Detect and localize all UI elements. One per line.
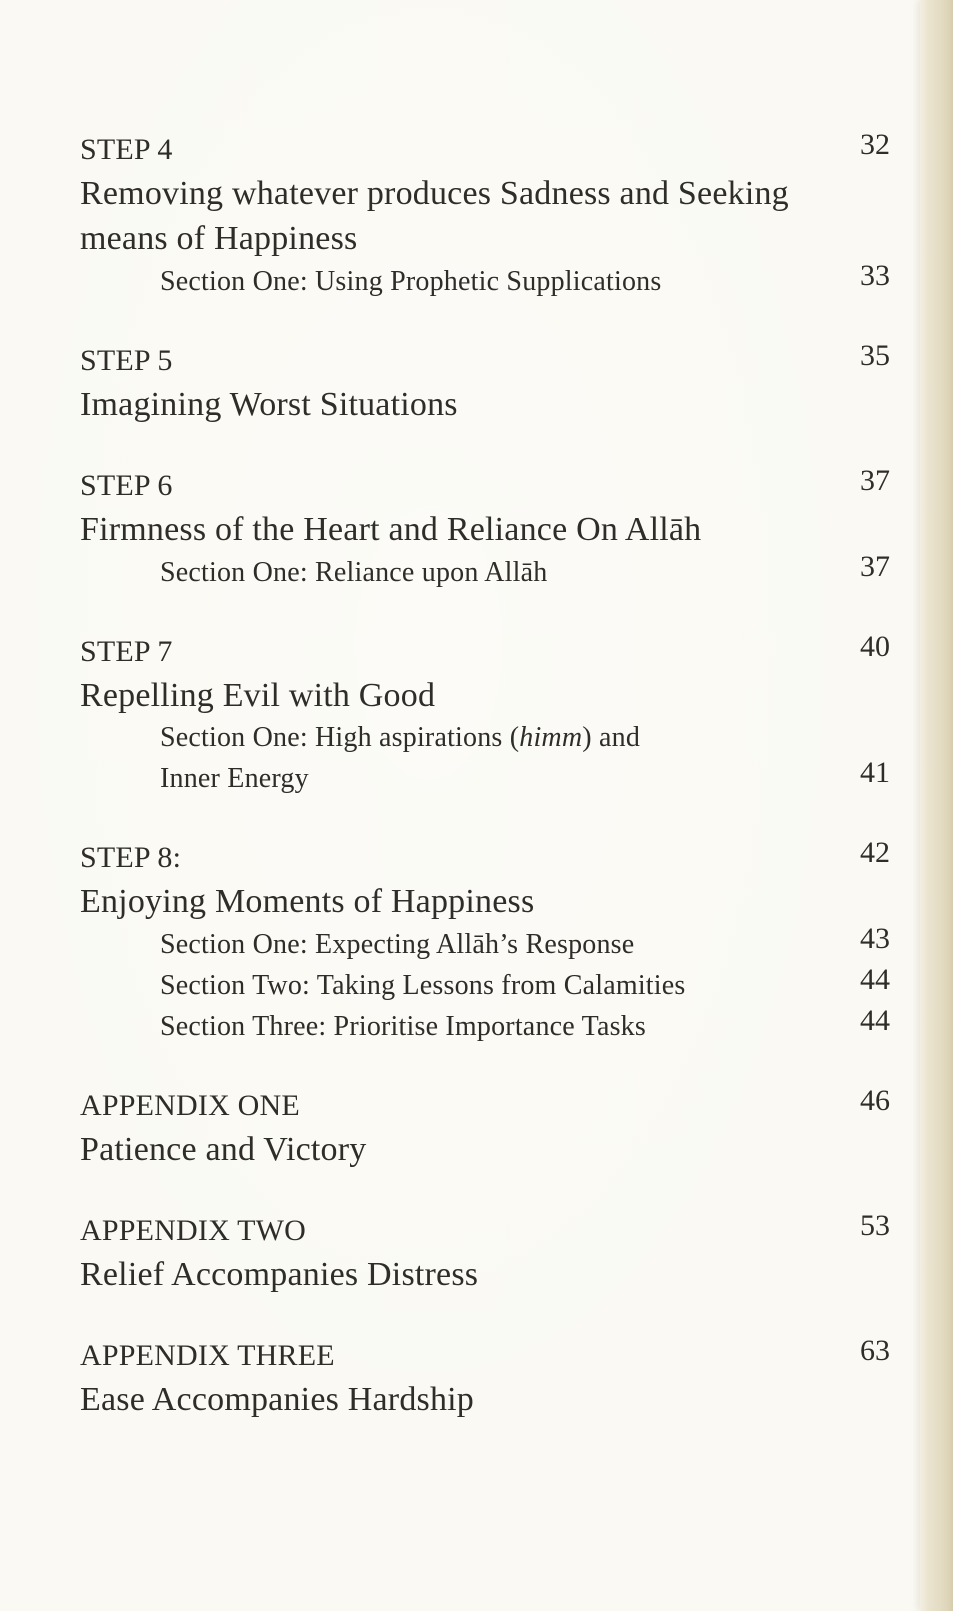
toc-section-text [160, 553, 547, 593]
toc-section-row [80, 718, 890, 758]
toc-heading-text [80, 464, 173, 507]
toc-heading-row [80, 464, 890, 507]
toc-section-text [160, 925, 634, 965]
text-segment: Section Two: Taking Lessons from Calamities [160, 970, 686, 1001]
toc-heading-text [80, 1084, 300, 1127]
toc-title-text [80, 879, 534, 924]
toc-entry [80, 128, 890, 302]
page-number: 44 [860, 963, 890, 996]
toc-section-row [80, 924, 890, 965]
toc-section-text [160, 718, 640, 758]
text-segment: Enjoying Moments of Happiness [80, 883, 535, 920]
italic-term: himm [519, 722, 583, 753]
toc-entry [80, 464, 890, 593]
text-segment: Section One: Reliance upon Allāh [160, 557, 548, 588]
page-number: 42 [860, 836, 890, 869]
page-number: 37 [860, 464, 890, 497]
text-segment: Section One: Expecting Allāh’s Response [160, 929, 635, 960]
toc-section-row [80, 261, 890, 302]
text-segment: Inner Energy [160, 763, 309, 794]
toc-title-row [80, 879, 890, 924]
toc-section-row [80, 965, 890, 1006]
text-segment: Section One: Using Prophetic Supplications [160, 266, 662, 297]
page-number: 44 [860, 1004, 890, 1037]
toc-heading-text [80, 128, 173, 171]
text-segment: STEP 4 [80, 133, 173, 166]
toc-title-text [80, 1377, 474, 1422]
toc-entry [80, 1084, 890, 1172]
text-segment: Imagining Worst Situations [80, 386, 458, 423]
toc-heading-text [80, 836, 181, 879]
page-number: 35 [860, 339, 890, 372]
toc-heading-row [80, 836, 890, 879]
toc-title-text [80, 382, 458, 427]
toc-heading-row [80, 1084, 890, 1127]
toc-entry [80, 1334, 890, 1422]
toc-entry [80, 836, 890, 1047]
toc-title-text [80, 216, 357, 261]
toc-heading-row [80, 128, 890, 171]
text-segment: Repelling Evil with Good [80, 677, 436, 714]
toc-title-text [80, 171, 789, 216]
toc-section-row [80, 758, 890, 799]
toc-title-row [80, 216, 890, 261]
page-number: 43 [860, 922, 890, 955]
toc-title-row [80, 673, 890, 718]
page-number: 41 [860, 756, 890, 789]
text-segment: ) and [582, 722, 641, 753]
book-edge-strip [920, 0, 953, 1611]
toc-heading-row [80, 339, 890, 382]
text-segment: Section Three: Prioritise Importance Tasks [160, 1011, 646, 1042]
toc-heading-row [80, 1334, 890, 1377]
text-segment: Firmness of the Heart and Reliance On Allāh [80, 511, 702, 548]
text-segment: STEP 6 [80, 469, 173, 502]
toc-title-row [80, 382, 890, 427]
toc-entry [80, 339, 890, 427]
toc-heading-text [80, 339, 173, 382]
toc-heading-text [80, 630, 173, 673]
text-segment: APPENDIX ONE [80, 1089, 300, 1122]
text-segment: APPENDIX THREE [80, 1339, 335, 1372]
toc-heading-text [80, 1209, 306, 1252]
page-number: 37 [860, 550, 890, 583]
toc-entry [80, 1209, 890, 1297]
toc-section-row [80, 1006, 890, 1047]
page-number: 32 [860, 128, 890, 161]
toc-section-text [160, 262, 661, 302]
toc-heading-text [80, 1334, 335, 1377]
toc-heading-row [80, 630, 890, 673]
text-segment: STEP 5 [80, 344, 173, 377]
page-number: 46 [860, 1084, 890, 1117]
text-segment: Removing whatever produces Sadness and Seeking [80, 175, 789, 212]
toc-title-row [80, 507, 890, 552]
text-segment: Relief Accompanies Distress [80, 1256, 479, 1293]
toc-section-row [80, 552, 890, 593]
toc-section-text [160, 759, 309, 799]
toc-title-text [80, 1252, 478, 1297]
toc-title-row [80, 1127, 890, 1172]
toc-title-text [80, 507, 701, 552]
text-segment: Ease Accompanies Hardship [80, 1381, 474, 1418]
text-segment: STEP 8: [80, 841, 182, 874]
page-number: 63 [860, 1334, 890, 1367]
toc-title-text [80, 673, 435, 718]
toc-title-text [80, 1127, 366, 1172]
toc-title-row [80, 1377, 890, 1422]
text-segment: means of Happiness [80, 220, 358, 257]
text-segment: STEP 7 [80, 635, 173, 668]
toc-title-row [80, 171, 890, 216]
page-number: 53 [860, 1209, 890, 1242]
text-segment: Section One: High aspirations ( [160, 722, 520, 753]
text-segment: Patience and Victory [80, 1131, 367, 1168]
toc-section-text [160, 1007, 646, 1047]
toc-title-row [80, 1252, 890, 1297]
toc-heading-row [80, 1209, 890, 1252]
page-number: 33 [860, 259, 890, 292]
page-number: 40 [860, 630, 890, 663]
text-segment: APPENDIX TWO [80, 1214, 307, 1247]
toc-section-text [160, 966, 685, 1006]
toc-entry [80, 630, 890, 799]
